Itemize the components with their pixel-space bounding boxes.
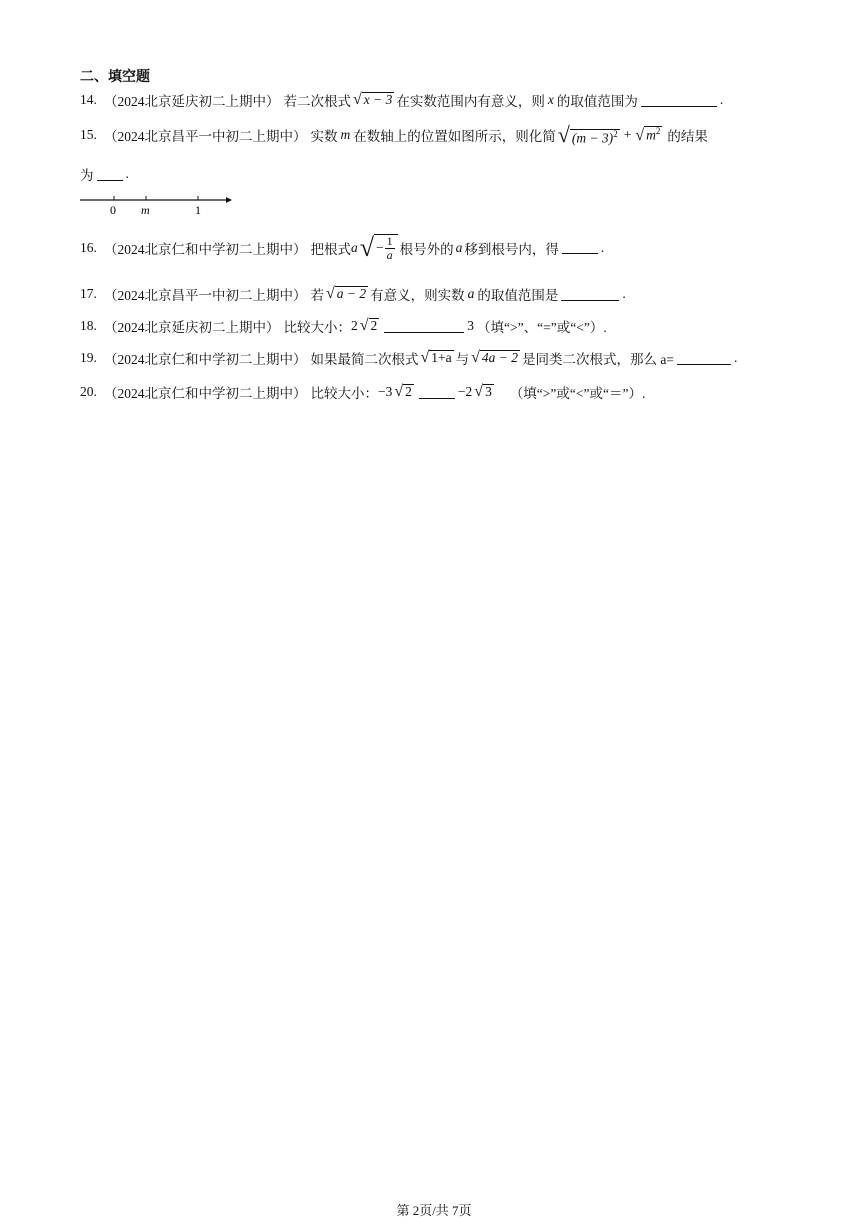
question-18 [80, 316, 607, 336]
operator: − [376, 239, 384, 255]
radical: √ $(m - 3)^2$ [557, 122, 618, 147]
radical: √ 2 [359, 317, 378, 334]
question-text: 的结果 [667, 129, 708, 144]
number-line-label-m: m [141, 203, 150, 217]
question-15 [80, 124, 708, 146]
question-text: （填“>”或“<”或“＝”）. [509, 386, 646, 401]
question-number: 17. [80, 286, 97, 301]
number-line-label-1: 1 [195, 203, 201, 217]
answer-blank[interactable] [561, 288, 619, 301]
answer-blank[interactable] [562, 241, 598, 254]
question-source: （2024北京延庆初二上期中） [104, 94, 280, 109]
question-text: 的取值范围为 [556, 94, 638, 109]
exponent: 2 [655, 126, 661, 137]
question-number: 19. [80, 350, 97, 365]
variable: a [351, 239, 358, 255]
punctuation: . [600, 239, 605, 255]
question-19 [80, 348, 737, 368]
question-text: 如果最简二次根式 [310, 352, 419, 367]
operator: + [623, 127, 632, 142]
question-source: （2024北京昌平一中初二上期中） [104, 288, 307, 303]
question-text: 若二次根式 [283, 94, 351, 109]
punctuation: . [622, 286, 626, 301]
variable: a [467, 286, 475, 301]
numerator: 1 [386, 234, 393, 248]
question-source: （2024北京仁和中学初二上期中） [104, 352, 307, 367]
question-number: 20. [80, 384, 97, 399]
question-text: 为 [80, 168, 94, 183]
question-number: 16. [80, 239, 97, 255]
question-16 [80, 234, 604, 261]
question-text: 把根式 [310, 241, 351, 257]
question-text: 在实数范围内有意义，则 [396, 94, 545, 109]
variable: a [455, 239, 463, 255]
question-15-line2 [80, 164, 129, 184]
question-17 [80, 284, 626, 304]
coefficient: 2 [351, 318, 358, 333]
question-text: 比较大小： [310, 386, 378, 401]
variable: x [547, 92, 554, 107]
question-text: 移到根号内，得 [464, 241, 559, 257]
question-number: 15. [80, 127, 97, 142]
question-source: （2024北京仁和中学初二上期中） [104, 241, 307, 257]
question-text: 根号外的 [399, 241, 454, 257]
coefficient: −3 [378, 384, 393, 399]
question-number: 18. [80, 318, 97, 333]
question-text: 有意义，则实数 [370, 288, 465, 303]
question-text: （填“>”、“=”或“<”）. [477, 320, 607, 335]
question-number: 14. [80, 92, 97, 107]
question-text: 与 [455, 352, 470, 367]
number-line-label-0: 0 [110, 203, 116, 217]
question-text: 实数 [310, 129, 338, 144]
question-text: 若 [310, 288, 324, 303]
question-source: （2024北京昌平一中初二上期中） [104, 129, 307, 144]
answer-blank[interactable] [677, 352, 731, 365]
exponent: 2 [613, 128, 618, 139]
section-title: 二、填空题 [80, 69, 150, 85]
radical: √ a − 2 [326, 285, 367, 302]
radical: √ 4a − 2 [471, 349, 519, 366]
radical: √ 2 [394, 383, 412, 400]
question-text: 在数轴上的位置如图所示，则化简 [353, 129, 556, 144]
answer-blank[interactable] [419, 386, 455, 399]
expression: m [646, 127, 656, 143]
page-footer: 第 2页/共 7页 [396, 1203, 472, 1218]
question-text: 比较大小： [283, 320, 351, 335]
question-14 [80, 90, 723, 110]
answer-blank[interactable] [97, 168, 123, 181]
number-line [80, 190, 240, 220]
answer-blank[interactable] [384, 320, 464, 333]
question-source: （2024北京仁和中学初二上期中） [104, 386, 307, 401]
coefficient: −2 [457, 384, 473, 399]
radical: √ 3 [474, 383, 492, 400]
variable: m [340, 127, 351, 142]
question-source: （2024北京延庆初二上期中） [104, 320, 280, 335]
radical: √ 1+a [420, 349, 452, 366]
question-20 [80, 382, 645, 402]
denominator: a [386, 247, 393, 262]
number-line-arrow [226, 197, 232, 203]
compare-value: 3 [467, 318, 475, 333]
question-text: 的取值范围是 [477, 288, 559, 303]
question-text: 是同类二次根式，那么 a= [522, 352, 675, 367]
radical: √ $m^2$ [635, 126, 661, 144]
radical: √ x − 3 [353, 91, 393, 108]
expression: (m − 3) [571, 130, 614, 146]
punctuation: . [125, 166, 129, 181]
punctuation: . [719, 92, 724, 107]
answer-blank[interactable] [641, 94, 717, 107]
punctuation: . [734, 350, 738, 365]
radical: √ − $\frac{1}{a}$ [360, 234, 398, 261]
